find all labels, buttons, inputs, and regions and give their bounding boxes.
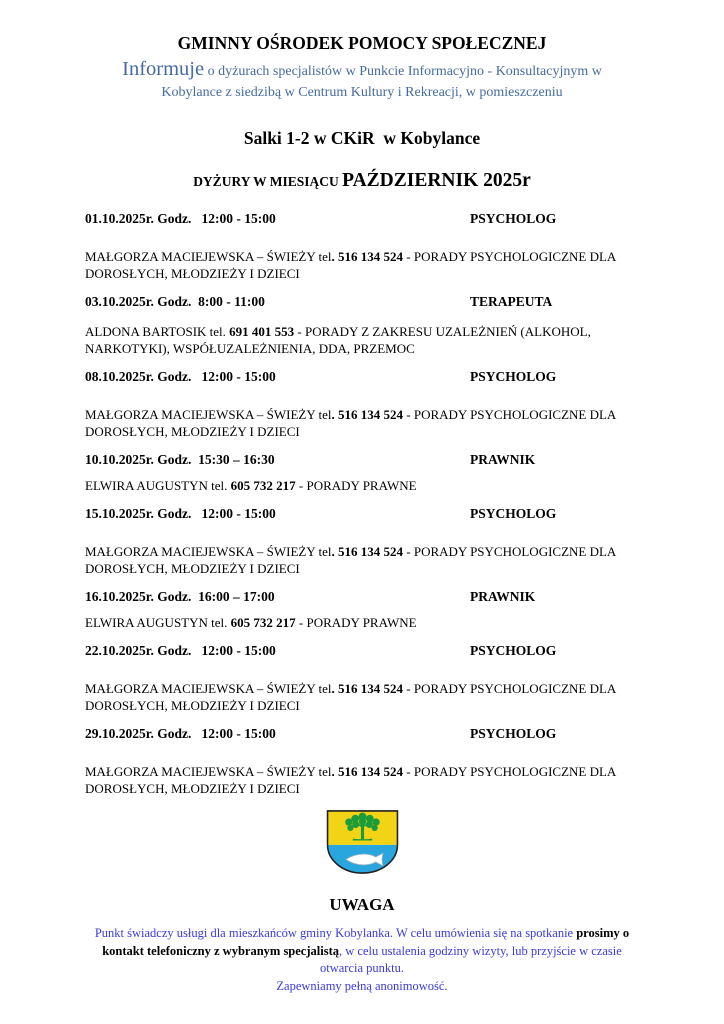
- org-title: GMINNY OŚRODEK POMOCY SPOŁECZNEJ: [177, 33, 547, 53]
- schedule-entry: [85, 588, 639, 631]
- entry-date-time: 29.10.2025r. Godz. 12:00 - 15:00: [85, 726, 276, 741]
- entry-specialist: MAŁGORZA MACIEJEWSKA – ŚWIEŻY tel: [85, 544, 332, 559]
- announcement-line1: o dyżurach specjalistów w Punkcie Informacyjno - Konsultacyjnym w: [204, 64, 602, 79]
- entry-date-time: 03.10.2025r. Godz. 8:00 - 11:00: [85, 294, 265, 309]
- month-heading-name: PAŹDZIERNIK 2025r: [342, 170, 531, 191]
- entry-specialist: MAŁGORZA MACIEJEWSKA – ŚWIEŻY tel: [85, 249, 332, 264]
- entry-specialist: ALDONA BARTOSIK tel.: [85, 324, 230, 339]
- entry-date-time: 08.10.2025r. Godz. 12:00 - 15:00: [85, 369, 276, 384]
- entry-phone: . 516 134 524: [331, 544, 404, 559]
- entry-specialist: MAŁGORZA MACIEJEWSKA – ŚWIEŻY tel: [85, 407, 332, 422]
- entry-role: PSYCHOLOG: [470, 369, 557, 384]
- month-heading-prefix: DYŻURY W MIESIĄCU: [193, 174, 343, 189]
- entry-detail: [85, 614, 639, 631]
- schedule-entry: [85, 210, 639, 282]
- entry-role: PSYCHOLOG: [470, 643, 557, 658]
- entry-role: PSYCHOLOG: [470, 506, 557, 521]
- entry-heading: [85, 368, 639, 385]
- entry-specialist: ELWIRA AUGUSTYN tel.: [85, 478, 231, 493]
- footer-notice-part3: Zapewniamy pełną anonimowość.: [276, 978, 448, 993]
- schedule-list: [85, 210, 639, 797]
- entry-service: - PORADY PSYCHOLOGICZNE DLA DOROSŁYCH, MŁODZIEŻY I DZIECI: [85, 249, 619, 281]
- footer-notice: [85, 925, 639, 995]
- entry-date-time: 15.10.2025r. Godz. 12:00 - 15:00: [85, 506, 276, 521]
- entry-heading: [85, 451, 639, 468]
- entry-detail: [85, 406, 639, 440]
- entry-service: - PORADY PRAWNE: [295, 615, 417, 630]
- entry-detail: [85, 680, 639, 714]
- entry-phone: 605 732 217: [230, 615, 296, 630]
- entry-heading: [85, 505, 639, 522]
- entry-service: - PORADY PSYCHOLOGICZNE DLA DOROSŁYCH, MŁODZIEŻY I DZIECI: [85, 764, 619, 796]
- entry-role: PSYCHOLOG: [470, 726, 557, 741]
- entry-role: TERAPEUTA: [470, 294, 553, 309]
- entry-date-time: 01.10.2025r. Godz. 12:00 - 15:00: [85, 211, 276, 226]
- entry-phone: . 516 134 524: [331, 764, 404, 779]
- entry-phone: . 516 134 524: [331, 681, 404, 696]
- entry-phone: . 516 134 524: [331, 249, 404, 264]
- entry-role: PRAWNIK: [470, 452, 536, 467]
- entry-service: - PORADY Z ZAKRESU UZALEŻNIEŃ (ALKOHOL, NARKOTYKI), WSPÓŁUZALEŻNIENIA, DDA, PRZEMOC: [85, 324, 595, 356]
- entry-service: - PORADY PSYCHOLOGICZNE DLA DOROSŁYCH, MŁODZIEŻY I DZIECI: [85, 544, 619, 576]
- uwaga-heading: UWAGA: [329, 895, 395, 914]
- entry-service: - PORADY PRAWNE: [295, 478, 417, 493]
- kobylanka-coat-of-arms-icon: [85, 808, 639, 881]
- entry-phone: 605 732 217: [230, 478, 296, 493]
- entry-heading: [85, 642, 639, 659]
- entry-service: - PORADY PSYCHOLOGICZNE DLA DOROSŁYCH, MŁODZIEŻY I DZIECI: [85, 407, 619, 439]
- entry-phone: . 516 134 524: [331, 407, 404, 422]
- footer-notice-bold: prosimy o kontakt telefoniczny z wybranym specjalistą: [102, 926, 630, 958]
- entry-specialist: ELWIRA AUGUSTYN tel.: [85, 615, 231, 630]
- month-heading: [85, 166, 639, 193]
- entry-date-time: 22.10.2025r. Godz. 12:00 - 15:00: [85, 643, 276, 658]
- entry-date-time: 16.10.2025r. Godz. 16:00 – 17:00: [85, 589, 275, 604]
- announcement-lead-word: Informuje: [122, 58, 205, 80]
- entry-date-time: 10.10.2025r. Godz. 15:30 – 16:30: [85, 452, 275, 467]
- announcement-line2: Kobylance z siedzibą w Centrum Kultury i Rekreacji, w pomieszczeniu: [161, 85, 563, 100]
- entry-detail: [85, 477, 639, 494]
- entry-specialist: MAŁGORZA MACIEJEWSKA – ŚWIEŻY tel: [85, 681, 332, 696]
- entry-heading: [85, 725, 639, 742]
- schedule-entry: [85, 725, 639, 797]
- footer-notice-part2: , w celu ustalenia godziny wizyty, lub przyjście w czasie otwarcia punktu.: [319, 943, 622, 975]
- schedule-entry: [85, 293, 639, 357]
- schedule-entry: [85, 368, 639, 440]
- entry-detail: [85, 248, 639, 282]
- schedule-entry: [85, 451, 639, 494]
- entry-role: PSYCHOLOG: [470, 211, 557, 226]
- location-line: Salki 1-2 w CKiR w Kobylance: [243, 128, 481, 148]
- entry-detail: [85, 323, 639, 357]
- announcement-subtitle: [85, 59, 639, 103]
- entry-heading: [85, 210, 639, 227]
- entry-phone: 691 401 553: [229, 324, 295, 339]
- schedule-entry: [85, 642, 639, 714]
- entry-heading: [85, 588, 639, 605]
- entry-specialist: MAŁGORZA MACIEJEWSKA – ŚWIEŻY tel: [85, 764, 332, 779]
- entry-heading: [85, 293, 639, 310]
- footer-notice-part1: Punkt świadczy usługi dla mieszkańców gminy Kobylanka. W celu umówienia się na spotkanie: [94, 926, 577, 940]
- entry-detail: [85, 763, 639, 797]
- entry-service: - PORADY PSYCHOLOGICZNE DLA DOROSŁYCH, MŁODZIEŻY I DZIECI: [85, 681, 619, 713]
- schedule-entry: [85, 505, 639, 577]
- entry-role: PRAWNIK: [470, 589, 536, 604]
- entry-detail: [85, 543, 639, 577]
